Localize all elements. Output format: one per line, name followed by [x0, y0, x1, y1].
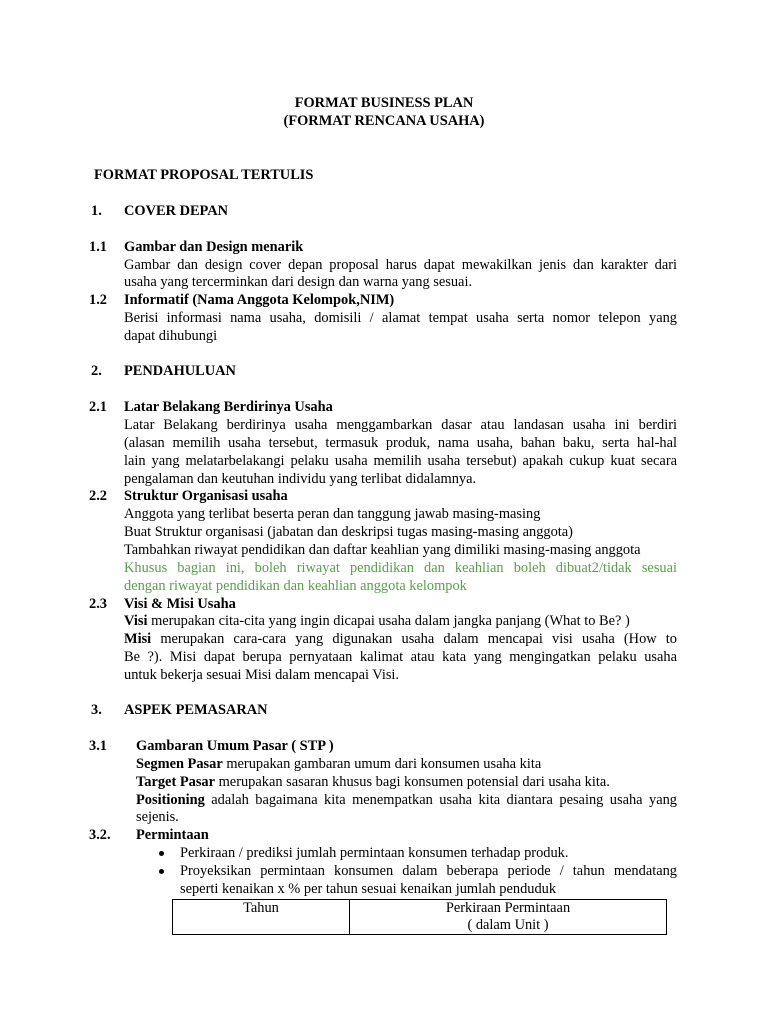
misi-text: merupakan cara-cara yang digunakan usaha dalam mencapai visi usaha (How to — [151, 631, 677, 647]
segmen-pasar-text: merupakan gambaran umum dari konsumen usaha kita — [222, 756, 542, 772]
bullet-item-continuation: seperti kenaikan x % per tahun sesuai kenaikan jumlah penduduk — [180, 881, 557, 897]
section-3-1-title: Gambaran Umum Pasar ( STP ) — [136, 738, 334, 754]
section-2-2-text-line: Anggota yang terlibat beserta peran dan tanggung jawab masing-masing — [124, 506, 541, 522]
section-1-2-title: Informatif (Nama Anggota Kelompok,NIM) — [124, 292, 395, 308]
table-header-perkiraan-line1: Perkiraan Permintaan — [445, 900, 571, 916]
section-2-2-title: Struktur Organisasi usaha — [124, 488, 288, 504]
visi-text: merupakan cita-cita yang ingin dicapai usaha dalam jangka panjang (What to Be? ) — [147, 613, 630, 629]
section-2-1-text-line: (alasan memilih usaha tersebut, termasuk produk, nama usaha, bahan baku, serta hal-hal — [124, 435, 677, 451]
section-3-2-title: Permintaan — [136, 827, 209, 843]
bullet-item: Perkiraan / prediksi jumlah permintaan konsumen terhadap produk. — [180, 845, 569, 861]
section-1-number: 1. — [91, 203, 102, 219]
section-2-1-text-line: pengalaman dan keutuhan individu yang terlibat didalamnya. — [124, 471, 477, 487]
section-3-title: ASPEK PEMASARAN — [124, 702, 268, 718]
section-2-1-title: Latar Belakang Berdirinya Usaha — [124, 399, 333, 415]
section-2-3-number: 2.3 — [89, 596, 107, 612]
table-header-perkiraan — [350, 900, 667, 935]
visi-line — [124, 612, 630, 630]
section-1-2-number: 1.2 — [89, 292, 107, 308]
section-2-2-note-line: dengan riwayat pendidikan dan keahlian anggota kelompok — [124, 578, 467, 594]
positioning-label: Positioning — [136, 792, 205, 808]
section-1-title: COVER DEPAN — [124, 203, 229, 219]
section-1-1-text-line: Gambar dan design cover depan proposal harus dapat mewakilkan jenis dan karakter dari — [124, 257, 677, 273]
bullet-item: Proyeksikan permintaan konsumen dalam beberapa periode / tahun mendatang — [180, 863, 677, 879]
section-2-1-number: 2.1 — [89, 399, 107, 415]
positioning-text-line: sejenis. — [136, 809, 179, 825]
table-header-tahun: Tahun — [173, 900, 350, 935]
segmen-pasar-label: Segmen Pasar — [136, 756, 223, 772]
positioning-text: adalah bagaimana kita menempatkan usaha kita diantara pesaing usaha yang — [204, 792, 677, 808]
section-3-2-number: 3.2. — [89, 827, 111, 843]
proposal-heading: FORMAT PROPOSAL TERTULIS — [94, 167, 314, 183]
section-2-1-text-line: lain yang melatarbelakangi pelaku usaha memilih usaha tersebut) apakah cukup kuat secara — [124, 453, 677, 469]
section-2-2-number: 2.2 — [89, 488, 107, 504]
document-title: FORMAT BUSINESS PLAN — [294, 95, 474, 111]
section-2-number: 2. — [91, 363, 102, 379]
misi-text-line: Be ?). Misi dapat berupa pernyataan kalimat atau kata yang mengingatkan pelaku usaha — [124, 649, 677, 665]
section-2-2-text-line: Tambahkan riwayat pendidikan dan daftar keahlian yang dimiliki masing-masing anggota — [124, 542, 641, 558]
section-2-3-title: Visi & Misi Usaha — [124, 596, 236, 612]
section-2-2-note-line: Khusus bagian ini, boleh riwayat pendidikan dan keahlian boleh dibuat2/tidak sesuai — [124, 560, 677, 576]
section-3-number: 3. — [91, 702, 102, 718]
misi-line — [124, 630, 677, 648]
target-pasar-line — [136, 773, 610, 791]
section-1-1-text-line: usaha yang tercerminkan dari design dan warna yang sesuai. — [124, 274, 473, 290]
positioning-line — [136, 791, 677, 809]
misi-label: Misi — [124, 631, 152, 647]
section-1-1-number: 1.1 — [89, 239, 107, 255]
section-1-2-text-line: Berisi informasi nama usaha, domisili / alamat tempat usaha serta nomor telepon yang — [124, 310, 677, 326]
document-subtitle: (FORMAT RENCANA USAHA) — [283, 113, 485, 129]
demand-table — [172, 899, 667, 935]
section-2-title: PENDAHULUAN — [124, 363, 236, 379]
bullet-icon — [159, 869, 164, 874]
target-pasar-text: merupakan sasaran khusus bagi konsumen potensial dari usaha kita. — [215, 774, 610, 790]
section-1-2-text-line: dapat dihubungi — [124, 328, 218, 344]
section-2-2-text-line: Buat Struktur organisasi (jabatan dan deskripsi tugas masing-masing anggota) — [124, 524, 573, 540]
misi-text-line: untuk bekerja sesuai Misi dalam mencapai Visi. — [124, 667, 400, 683]
section-1-1-title: Gambar dan Design menarik — [124, 239, 304, 255]
target-pasar-label: Target Pasar — [136, 774, 216, 790]
table-header-perkiraan-line2: ( dalam Unit ) — [467, 917, 549, 933]
segmen-pasar-line — [136, 755, 541, 773]
table-row — [173, 900, 667, 935]
bullet-icon — [159, 851, 164, 856]
section-2-1-text-line: Latar Belakang berdirinya usaha menggambarkan dasar atau landasan usaha ini berdiri — [124, 417, 677, 433]
visi-label: Visi — [124, 613, 148, 629]
section-3-1-number: 3.1 — [89, 738, 107, 754]
